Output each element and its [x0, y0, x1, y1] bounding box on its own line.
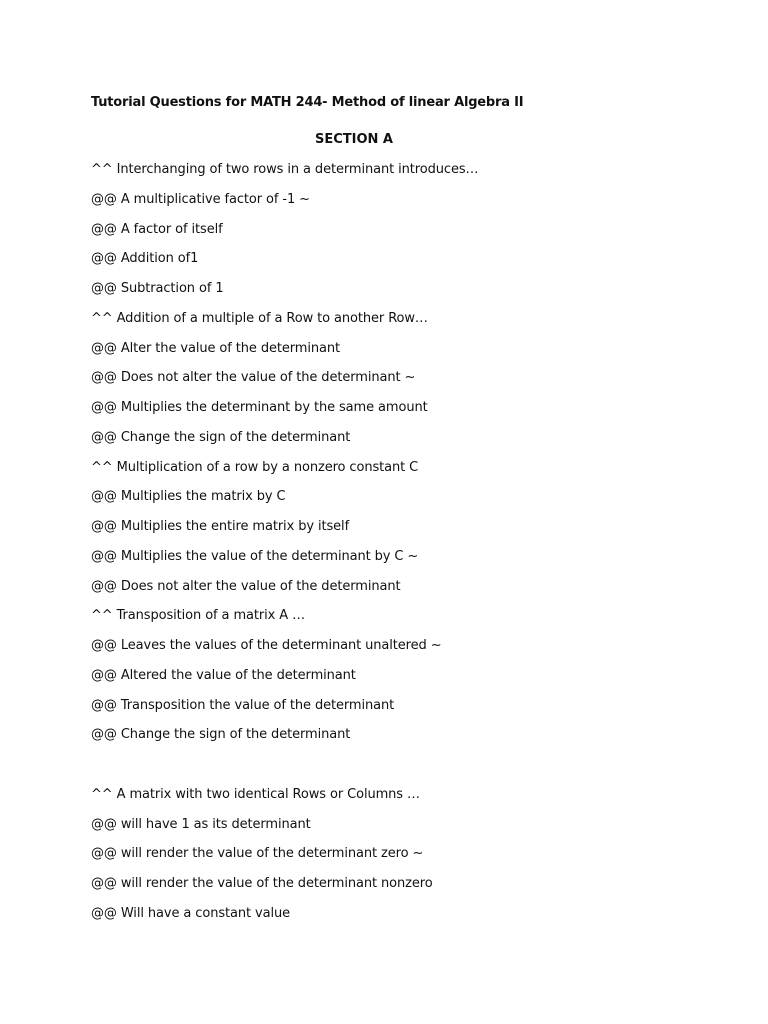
section-heading: SECTION A [314, 132, 393, 147]
question-2-option-1: @@ Alter the value of the determinant [91, 340, 341, 356]
question-2-option-2: @@ Does not alter the value of the determinant ~ [91, 370, 416, 386]
question-4-option-3: @@ Transposition the value of the determinant [91, 697, 395, 713]
document-title: Tutorial Questions for MATH 244- Method of linear Algebra II [91, 95, 524, 110]
question-5-option-2: @@ will render the value of the determinant zero ~ [91, 846, 424, 862]
question-3-option-3: @@ Multiplies the value of the determinant by C ~ [91, 548, 419, 564]
blank-line [91, 755, 711, 785]
question-3: ^^ Multiplication of a row by a nonzero constant C [91, 459, 419, 475]
question-2: ^^ Addition of a multiple of a Row to another Row… [91, 310, 428, 326]
question-4: ^^ Transposition of a matrix A … [91, 608, 305, 624]
question-3-option-2: @@ Multiplies the entire matrix by itself [91, 519, 350, 534]
question-3-option-4: @@ Does not alter the value of the determinant [91, 578, 401, 594]
question-4-option-4: @@ Change the sign of the determinant [91, 727, 351, 743]
question-1: ^^ Interchanging of two rows in a determinant introduces… [91, 162, 479, 177]
question-1-option-3: @@ Addition of1 [91, 251, 199, 267]
question-1-option-1: @@ A multiplicative factor of -1 ~ [91, 191, 310, 207]
question-1-option-4: @@ Subtraction of 1 [91, 281, 224, 296]
question-5: ^^ A matrix with two identical Rows or Columns … [91, 786, 420, 802]
question-1-option-2: @@ A factor of itself [91, 221, 223, 237]
question-5-option-3: @@ will render the value of the determinant nonzero [91, 876, 433, 891]
question-4-option-1: @@ Leaves the values of the determinant unaltered ~ [91, 638, 442, 653]
question-4-option-2: @@ Altered the value of the determinant [91, 667, 356, 683]
question-5-option-4: @@ Will have a constant value [91, 905, 291, 921]
question-2-option-3: @@ Multiplies the determinant by the same amount [91, 400, 428, 415]
question-list [91, 160, 711, 934]
question-3-option-1: @@ Multiplies the matrix by C [91, 489, 286, 505]
question-2-option-4: @@ Change the sign of the determinant [91, 429, 351, 445]
question-5-option-1: @@ will have 1 as its determinant [91, 816, 311, 832]
